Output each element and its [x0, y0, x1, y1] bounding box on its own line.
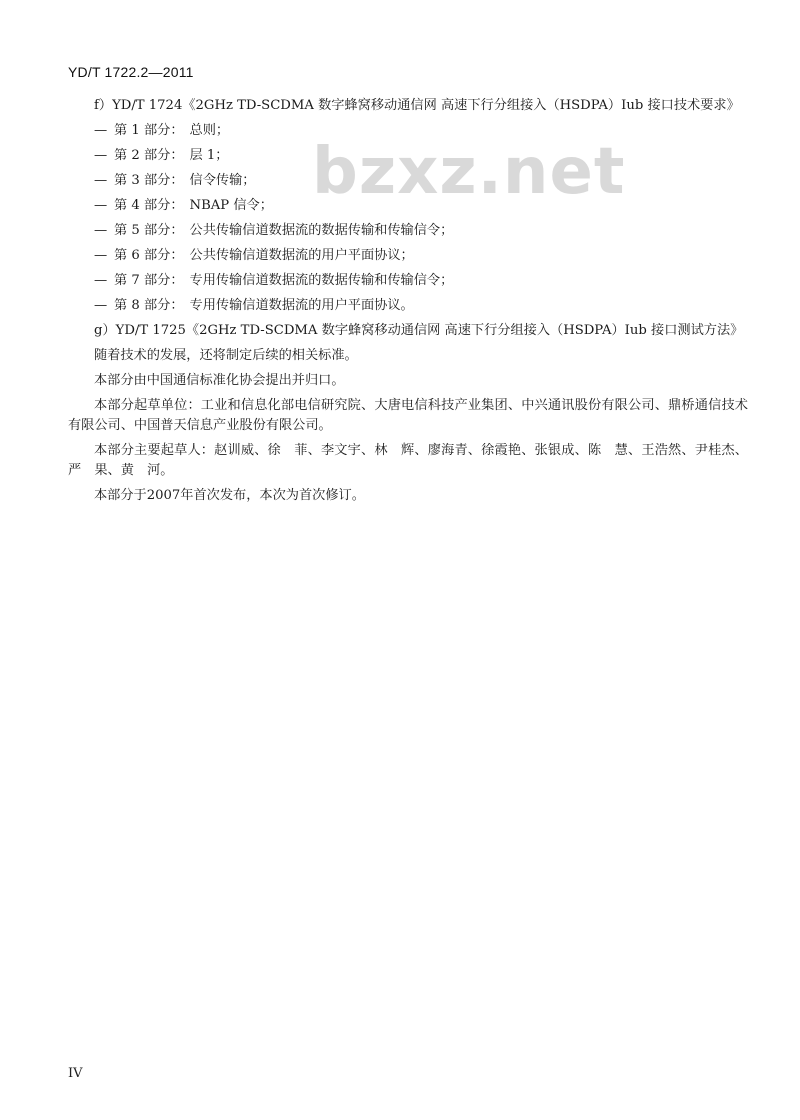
part-item: [94, 171, 748, 191]
dash-marker: —: [94, 223, 108, 238]
part-item: [94, 271, 748, 291]
part-title: 信令传输；: [189, 173, 256, 188]
part-item: [94, 196, 748, 216]
part-item: [94, 221, 748, 241]
dash-marker: —: [94, 273, 108, 288]
part-title: 专用传输信道数据流的用户平面协议。: [189, 298, 414, 313]
dash-marker: —: [94, 298, 108, 313]
standard-reference-f: f）YD/T 1724《2GHz TD-SCDMA 数字蜂窝移动通信网 高速下行分组接入（HSDPA）Iub 接口技术要求》: [94, 98, 740, 113]
standard-reference-g: g）YD/T 1725《2GHz TD-SCDMA 数字蜂窝移动通信网 高速下行分组接入（HSDPA）Iub 接口测试方法》: [94, 323, 744, 338]
dash-marker: —: [94, 173, 108, 188]
part-title: 公共传输信道数据流的数据传输和传输信令；: [189, 223, 454, 238]
part-number: 第 2 部分：: [114, 148, 184, 163]
publication-history: 本部分于2007年首次发布，本次为首次修订。: [94, 488, 365, 503]
dash-marker: —: [94, 148, 108, 163]
part-title: NBAP 信令；: [189, 198, 273, 213]
drafters-list: 本部分主要起草人：赵训威、徐 菲、李文宇、林 辉、廖海青、徐霞艳、张银成、陈 慧、王浩然、尹桂杰、严 果、黄 河。: [68, 443, 748, 478]
part-item: [94, 296, 748, 316]
drafting-units: 本部分起草单位：工业和信息化部电信研究院、大唐电信科技产业集团、中兴通讯股份有限公司、鼎桥通信技术有限公司、中国普天信息产业股份有限公司。: [68, 398, 748, 433]
part-title: 专用传输信道数据流的数据传输和传输信令；: [189, 273, 454, 288]
part-number: 第 4 部分：: [114, 198, 184, 213]
watermark-text: bzxz.net: [312, 135, 626, 209]
dash-marker: —: [94, 198, 108, 213]
dash-marker: —: [94, 248, 108, 263]
part-title: 公共传输信道数据流的用户平面协议；: [189, 248, 414, 263]
page-number: IV: [68, 1066, 83, 1081]
document-code-header: YD/T 1722.2—2011: [68, 64, 194, 80]
dash-marker: —: [94, 123, 108, 138]
part-number: 第 5 部分：: [114, 223, 184, 238]
future-standards-note: 随着技术的发展，还将制定后续的相关标准。: [94, 348, 358, 363]
part-item: [94, 121, 748, 141]
document-body: [68, 96, 748, 511]
part-item: [94, 246, 748, 266]
part-number: 第 3 部分：: [114, 173, 184, 188]
part-number: 第 1 部分：: [114, 123, 184, 138]
proposer-statement: 本部分由中国通信标准化协会提出并归口。: [94, 373, 345, 388]
part-title: 总则；: [189, 123, 230, 138]
part-number: 第 6 部分：: [114, 248, 184, 263]
part-title: 层 1；: [189, 148, 229, 163]
parts-list: [68, 121, 748, 316]
part-number: 第 7 部分：: [114, 273, 184, 288]
part-item: [94, 146, 748, 166]
part-number: 第 8 部分：: [114, 298, 184, 313]
